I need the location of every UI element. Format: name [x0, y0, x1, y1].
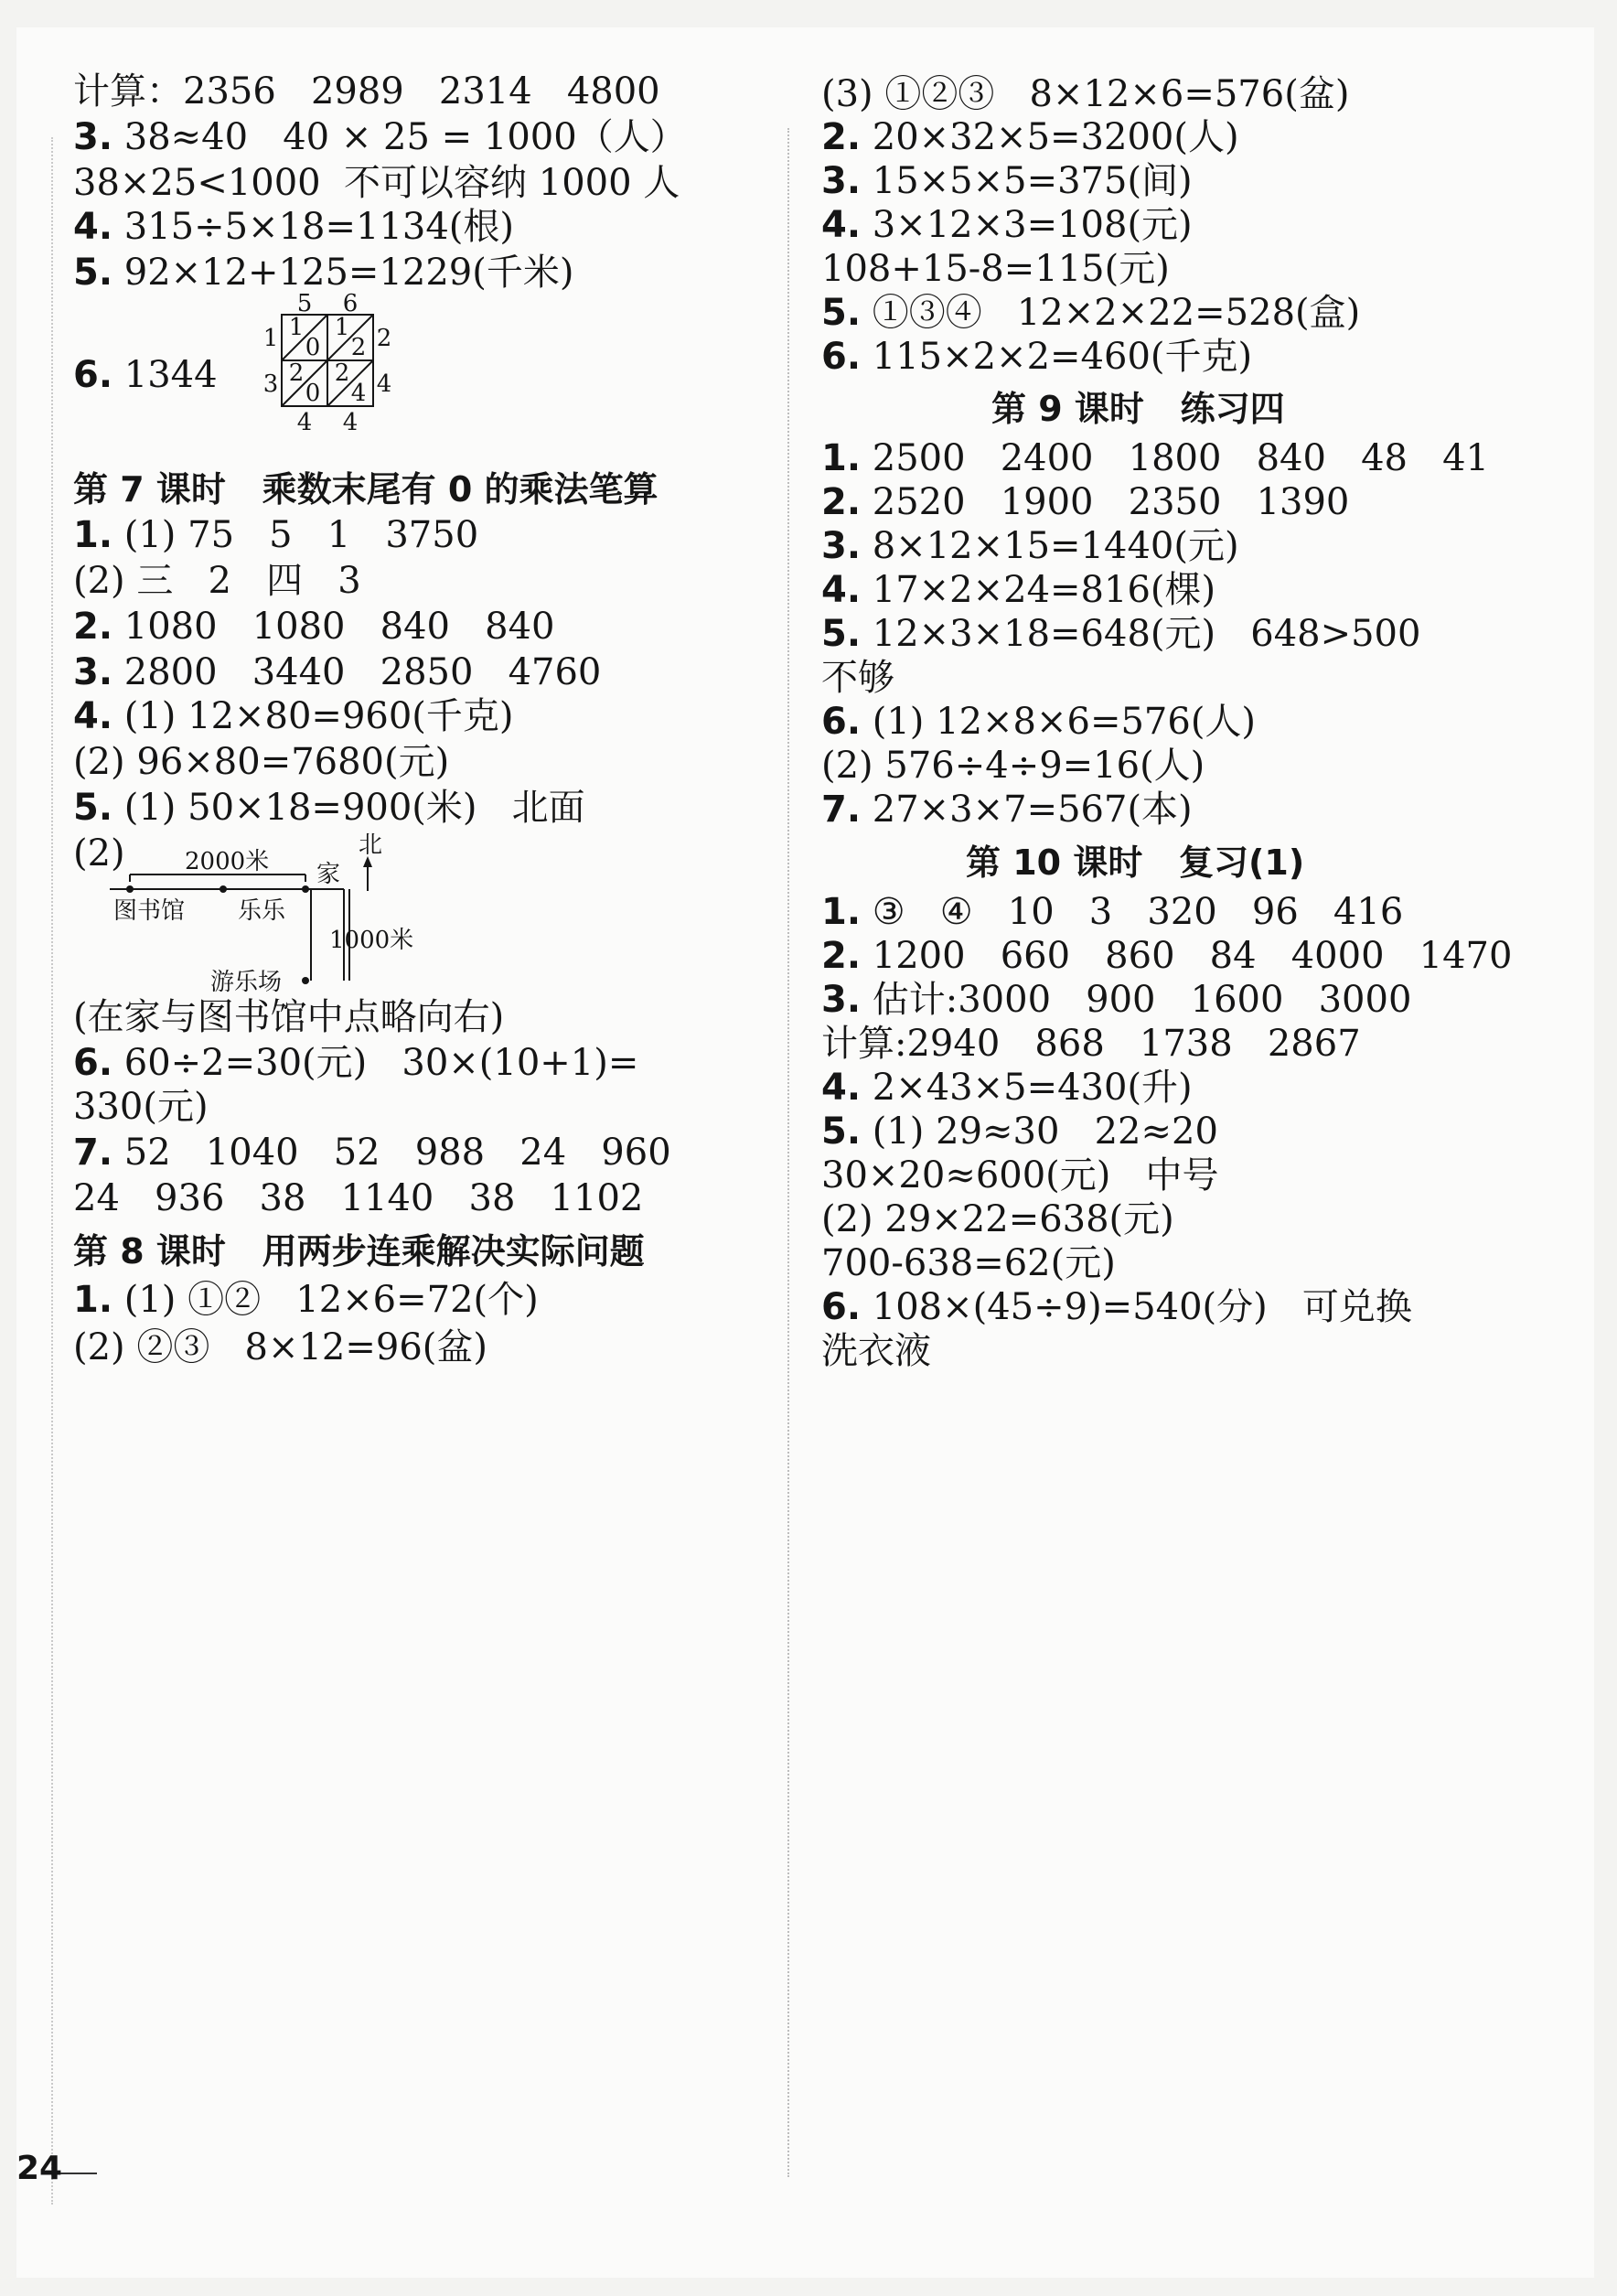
- lattice-right-1: 2: [376, 325, 392, 352]
- lattice-right-2: 4: [376, 370, 392, 398]
- section-heading-lesson-8: 第 8 课时 用两步连乘解决实际问题: [73, 1231, 645, 1271]
- lattice-cell: 1: [334, 314, 350, 341]
- lesson8-answer-5: 5. ①③④ 12×2×22=528(盒): [821, 292, 1361, 334]
- route-map-diagram: [110, 823, 622, 1006]
- map-park-label: 游乐场: [210, 969, 283, 996]
- lesson7-answer-4: 4. (1) 12×80=960(千克): [73, 695, 514, 737]
- map-distance-top: 2000米: [185, 848, 270, 875]
- lattice-cell: 2: [350, 334, 367, 361]
- lesson9-answer-7: 7. 27×3×7=567(本): [821, 789, 1193, 831]
- lesson9-answer-6-2: (2) 576÷4÷9=16(人): [821, 745, 1205, 787]
- lesson7-answer-6-2: 330(元): [73, 1086, 209, 1128]
- map-library-label: 图书馆: [113, 897, 186, 925]
- lattice-left-2: 3: [262, 370, 279, 398]
- lesson8-answer-6: 6. 115×2×2=460(千克): [821, 336, 1253, 378]
- lesson7-answer-7-2: 24 936 38 1140 38 1102: [73, 1177, 644, 1219]
- lesson9-answer-2: 2. 2520 1900 2350 1390: [821, 481, 1350, 523]
- lesson7-answer-7: 7. 52 1040 52 988 24 960: [73, 1132, 671, 1174]
- lesson9-answer-4: 4. 17×2×24=816(棵): [821, 569, 1216, 611]
- lesson8-answer-4-2: 108+15-8=115(元): [821, 248, 1170, 290]
- lattice-cell: 0: [305, 334, 321, 361]
- map-home-label: 家: [316, 861, 341, 888]
- lesson10-answer-2: 2. 1200 660 860 84 4000 1470: [821, 935, 1513, 977]
- answer-3: 3. 38≈40 40 × 25 = 1000（人）: [73, 116, 687, 158]
- answer-3-compare: 38×25<1000 不可以容纳 1000 人: [73, 162, 680, 204]
- lesson7-answer-3: 3. 2800 3440 2850 4760: [73, 651, 602, 693]
- lesson10-answer-3: 3. 估计:3000 900 1600 3000: [821, 979, 1412, 1021]
- lesson7-answer-5-note: (在家与图书馆中点略向右): [73, 996, 505, 1038]
- map-north-label: 北: [359, 831, 383, 859]
- lesson10-answer-5: 5. (1) 29≈30 22≈20: [821, 1110, 1218, 1153]
- lesson10-answer-6-2: 洗衣液: [821, 1330, 931, 1372]
- lesson8-answer-4: 4. 3×12×3=108(元): [821, 204, 1193, 246]
- lattice-cell: 2: [288, 359, 305, 387]
- section-heading-lesson-10: 第 10 课时 复习(1): [966, 842, 1305, 883]
- map-distance-side: 1000米: [329, 927, 414, 954]
- lesson9-answer-6: 6. (1) 12×8×6=576(人): [821, 701, 1257, 743]
- lattice-left-1: 1: [262, 325, 279, 352]
- lesson10-answer-5-2: 30×20≈600(元) 中号: [821, 1154, 1219, 1196]
- lesson8-answer-1: 1. (1) ①② 12×6=72(个): [73, 1279, 539, 1321]
- answer-page: [16, 27, 1594, 2278]
- answer-5: 5. 92×12+125=1229(千米): [73, 252, 574, 294]
- binding-edge: [51, 137, 53, 2205]
- lattice-bottom-2: 4: [342, 409, 359, 436]
- column-divider: [787, 128, 789, 2177]
- lesson7-answer-5: 5. (1) 50×18=900(米) 北面: [73, 787, 585, 829]
- lesson8-answer-3: 3. 15×5×5=375(间): [821, 160, 1193, 202]
- lattice-top-2: 6: [342, 293, 359, 317]
- map-lele-label: 乐乐: [238, 897, 286, 925]
- lesson9-answer-5: 5. 12×3×18=648(元) 648>500: [821, 613, 1421, 655]
- lesson7-answer-2: 2. 1080 1080 840 840: [73, 606, 555, 648]
- lesson8-answer-1-3: (3) ①②③ 8×12×6=576(盆): [821, 73, 1350, 115]
- lattice-top-1: 5: [296, 293, 313, 317]
- lesson10-answer-1: 1. ③ ④ 10 3 320 96 416: [821, 891, 1404, 933]
- answer-6: 6. 1344: [73, 354, 218, 396]
- lattice-cell: 1: [288, 314, 305, 341]
- lesson10-answer-5-3: (2) 29×22=638(元): [821, 1198, 1174, 1240]
- lesson10-answer-6: 6. 108×(45÷9)=540(分) 可兑换: [821, 1286, 1412, 1328]
- lesson10-answer-3-2: 计算:2940 868 1738 2867: [821, 1023, 1361, 1065]
- page-number: 24: [16, 2150, 63, 2187]
- lattice-cell: 0: [305, 380, 321, 407]
- lesson9-answer-3: 3. 8×12×15=1440(元): [821, 525, 1239, 567]
- section-heading-lesson-7: 第 7 课时 乘数末尾有 0 的乘法笔算: [73, 469, 659, 510]
- lesson9-answer-1: 1. 2500 2400 1800 840 48 41: [821, 437, 1490, 479]
- calc-line: 计算：2356 2989 2314 4800: [73, 70, 660, 113]
- page-number-dash: [60, 2173, 97, 2174]
- lattice-cell: 2: [334, 359, 350, 387]
- lesson8-answer-1-2: (2) ②③ 8×12=96(盆): [73, 1326, 488, 1368]
- lesson7-answer-1: 1. (1) 75 5 1 3750: [73, 514, 479, 556]
- lattice-cell: 4: [350, 380, 367, 407]
- lesson7-answer-5-2: (2): [73, 832, 125, 874]
- lesson8-answer-2: 2. 20×32×5=3200(人): [821, 116, 1239, 158]
- section-heading-lesson-9: 第 9 课时 练习四: [991, 389, 1285, 429]
- lesson7-answer-4-2: (2) 96×80=7680(元): [73, 741, 450, 783]
- lattice-multiplication-grid: [247, 293, 402, 457]
- lesson10-answer-5-4: 700-638=62(元): [821, 1242, 1116, 1284]
- answer-4: 4. 315÷5×18=1134(根): [73, 206, 514, 248]
- lesson10-answer-4: 4. 2×43×5=430(升): [821, 1067, 1193, 1109]
- lesson9-answer-5-2: 不够: [821, 657, 894, 699]
- lattice-bottom-1: 4: [296, 409, 313, 436]
- lesson7-answer-1-2: (2) 三 2 四 3: [73, 560, 361, 602]
- lesson7-answer-6: 6. 60÷2=30(元) 30×(10+1)=: [73, 1042, 639, 1084]
